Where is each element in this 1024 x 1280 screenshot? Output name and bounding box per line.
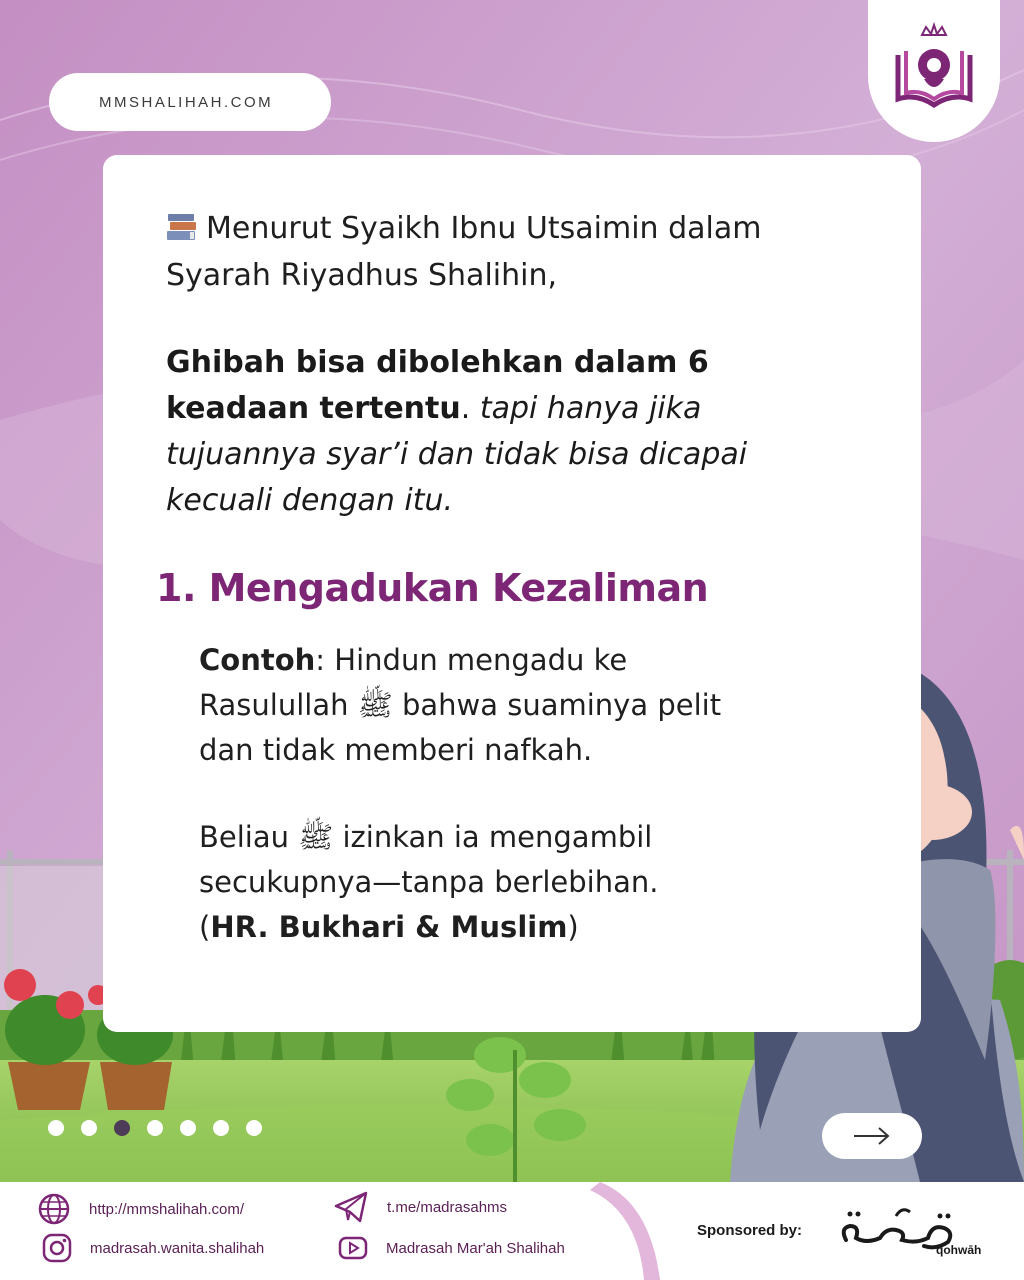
footer-decoration — [560, 1182, 680, 1280]
pagination-dot[interactable] — [213, 1120, 229, 1136]
sponsor-label: Sponsored by: — [697, 1222, 803, 1239]
youtube-text: Madrasah Mar'ah Shalihah — [386, 1239, 565, 1257]
footer-instagram-link[interactable] — [42, 1233, 264, 1263]
example-label: Contoh — [199, 643, 316, 677]
next-slide-button[interactable] — [822, 1113, 922, 1159]
footer-website-link[interactable] — [37, 1192, 244, 1226]
note-paragraph — [199, 815, 759, 950]
pagination-dot-active[interactable] — [114, 1120, 130, 1136]
pagination-dot[interactable] — [246, 1120, 262, 1136]
source-close: ) — [567, 910, 579, 944]
footer-youtube-link[interactable] — [338, 1236, 565, 1260]
pagination-dots — [48, 1120, 262, 1136]
example-text: : Hindun mengadu ke Rasulullah ﷺ bahwa suaminya pelit dan tidak memberi nafkah. — [199, 643, 722, 767]
ghibah-italic-text: tapi hanya jika tujuannya syar’i dan tidak bisa dicapai kecuali dengan itu. — [166, 391, 748, 518]
arrow-right-icon — [852, 1125, 892, 1147]
instagram-text: madrasah.wanita.shalihah — [90, 1239, 265, 1257]
pagination-dot[interactable] — [147, 1120, 163, 1136]
logo-icon — [884, 21, 984, 121]
example-paragraph — [199, 638, 759, 773]
instagram-icon — [42, 1233, 72, 1263]
brand-logo-badge — [868, 0, 1000, 142]
youtube-icon — [338, 1236, 368, 1260]
pagination-dot[interactable] — [180, 1120, 196, 1136]
ghibah-separator: . — [460, 391, 480, 426]
pagination-dot[interactable] — [81, 1120, 97, 1136]
site-url-label: MMSHALIHAH.COM — [99, 93, 274, 111]
source-open: ( — [199, 910, 211, 944]
books-icon — [166, 212, 198, 242]
ghibah-paragraph — [166, 340, 786, 524]
site-url-pill[interactable] — [49, 73, 331, 131]
telegram-text: t.me/madrasahms — [387, 1198, 508, 1216]
note-text: Beliau ﷺ izinkan ia mengambil secukupnya—tanpa berlebihan. — [199, 820, 659, 899]
intro-paragraph — [166, 205, 806, 299]
sponsor-name: qohwāh — [936, 1243, 982, 1257]
pagination-dot[interactable] — [48, 1120, 64, 1136]
website-text: http://mmshalihah.com/ — [89, 1200, 245, 1218]
globe-icon — [37, 1192, 71, 1226]
source-citation: HR. Bukhari & Muslim — [210, 910, 568, 944]
ghibah-bold-text: Ghibah bisa dibolehkan dalam 6 keadaan tertentu — [166, 345, 709, 426]
telegram-icon — [333, 1190, 369, 1224]
footer-telegram-link[interactable] — [333, 1190, 507, 1224]
section-heading: 1. Mengadukan Kezaliman — [156, 566, 709, 610]
intro-text: Menurut Syaikh Ibnu Utsaimin dalam Syarah Riyadhus Shalihin, — [166, 211, 762, 293]
